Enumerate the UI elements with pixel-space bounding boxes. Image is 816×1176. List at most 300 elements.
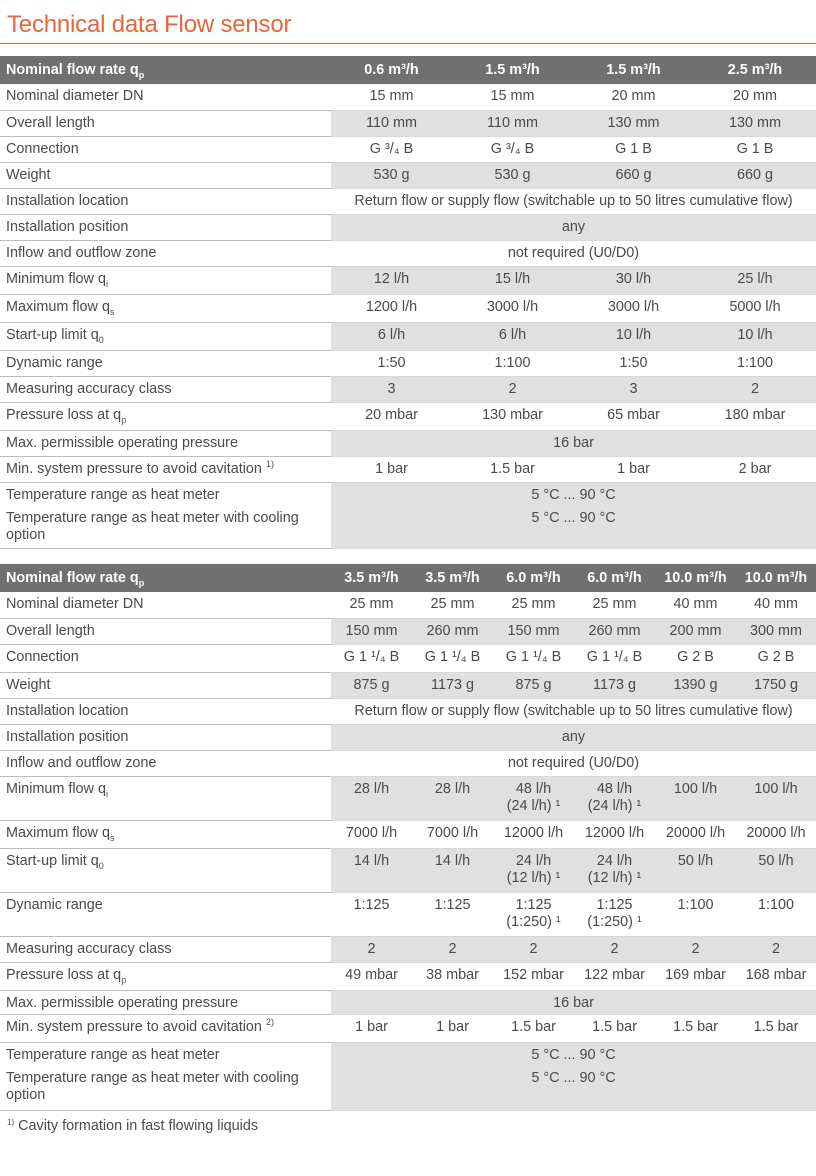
- value-cell: [655, 848, 736, 892]
- header-column: 1.5 m³/h: [573, 56, 694, 84]
- spec-row-weight: [0, 672, 816, 698]
- value-text: 65 mbar: [607, 406, 660, 423]
- value-cell: [452, 456, 573, 482]
- value-cell: [574, 936, 655, 962]
- header-label-sub: p: [138, 69, 145, 80]
- row-label-text: Connection: [6, 140, 79, 157]
- value-extra: (24 l/h) ¹: [506, 797, 561, 814]
- value-text: 15 l/h: [494, 270, 531, 287]
- value-cell: [736, 962, 816, 990]
- value-text: G 1 ¹/₄ B: [505, 648, 562, 665]
- value-text: 1 bar: [617, 460, 650, 477]
- value-cell: [573, 402, 694, 430]
- value-text: 110 mm: [366, 114, 417, 131]
- value-cell: [736, 848, 816, 892]
- value-text: 1 bar: [355, 1018, 388, 1035]
- value-text: 12000 l/h: [584, 824, 645, 841]
- value-cell: [331, 962, 412, 990]
- value-cell: [694, 136, 816, 162]
- spec-row-pressure-loss: [0, 962, 816, 990]
- spec-row-nominal-diameter: [0, 592, 816, 618]
- value-cell: [736, 820, 816, 848]
- value-cell: [655, 820, 736, 848]
- value-cell: [736, 936, 816, 962]
- value-cell: [574, 1014, 655, 1042]
- flow-sensor-table-2: [0, 564, 816, 1111]
- value-cell-spanning: 5 °C ... 90 °C: [331, 482, 816, 506]
- value-cell: [573, 294, 694, 322]
- spec-row-connection: [0, 136, 816, 162]
- value-cell: [694, 162, 816, 188]
- value-text: 130 mm: [607, 114, 660, 131]
- value-text: 1.5 bar: [673, 1018, 718, 1035]
- row-label: [0, 84, 331, 110]
- header-label-text: Nominal flow rate q: [6, 569, 139, 586]
- value-cell: [331, 350, 452, 376]
- value-text: 2: [610, 940, 619, 957]
- row-label-text: Pressure loss at q: [6, 966, 122, 983]
- value-cell-spanning: 16 bar: [331, 990, 816, 1014]
- value-text: G 2 B: [757, 648, 795, 665]
- value-cell: [412, 892, 493, 936]
- value-cell: [331, 936, 412, 962]
- row-label: [0, 724, 331, 750]
- value-text: 100 l/h: [754, 780, 798, 797]
- value-cell: [573, 350, 694, 376]
- value-text: 25 l/h: [737, 270, 773, 287]
- row-label-note: 2): [265, 1016, 274, 1027]
- value-text: 530 g: [494, 166, 531, 183]
- row-label-text: Measuring accuracy class: [6, 380, 172, 397]
- row-label-text: Inflow and outflow zone: [6, 754, 157, 771]
- row-label: [0, 294, 331, 322]
- row-label: [0, 1014, 331, 1042]
- footnote: [7, 1118, 258, 1134]
- value-text: 169 mbar: [665, 966, 726, 983]
- row-label-text: Nominal diameter DN: [6, 596, 144, 612]
- value-cell: [694, 402, 816, 430]
- value-cell: [694, 84, 816, 110]
- value-text: 25 mm: [511, 596, 556, 612]
- value-cell: [452, 376, 573, 402]
- value-cell: [655, 776, 736, 820]
- spec-row-temp-cooling: [0, 506, 816, 548]
- spec-row-temp-heat: [0, 482, 816, 506]
- value-text: 1:125: [515, 896, 552, 913]
- value-text: 200 mm: [669, 622, 722, 639]
- header-label: [0, 564, 331, 592]
- value-text: 50 l/h: [758, 852, 794, 869]
- value-cell: [574, 962, 655, 990]
- spec-row-installation-position: [0, 724, 816, 750]
- value-text: 1:50: [377, 354, 406, 371]
- row-label-text: Min. system pressure to avoid cavitation: [6, 460, 262, 477]
- value-text: 300 mm: [750, 622, 802, 639]
- value-text: 875 g: [353, 676, 390, 693]
- row-label: [0, 990, 331, 1014]
- value-cell-spanning: Return flow or supply flow (switchable up to 50 litres cumulative flow): [331, 188, 816, 214]
- row-label: [0, 162, 331, 188]
- value-text: 1390 g: [673, 676, 718, 693]
- value-text: 1.5 bar: [592, 1018, 637, 1035]
- value-text: 260 mm: [426, 622, 479, 639]
- row-label-sub: i: [105, 788, 108, 799]
- value-cell-spanning: 5 °C ... 90 °C: [331, 506, 816, 548]
- row-label-sub: p: [121, 414, 127, 425]
- value-text: 10 l/h: [737, 326, 773, 343]
- value-extra: (24 l/h) ¹: [587, 797, 642, 814]
- value-cell: [655, 1014, 736, 1042]
- value-cell: [736, 892, 816, 936]
- row-label-sub: i: [105, 278, 108, 289]
- value-text: 1:100: [677, 896, 714, 913]
- value-text: 1.5 bar: [511, 1018, 556, 1035]
- row-label-sub: s: [109, 832, 115, 843]
- value-text: 2 bar: [738, 460, 772, 477]
- value-cell: [694, 376, 816, 402]
- value-cell: [573, 84, 694, 110]
- row-label: [0, 1042, 331, 1066]
- value-cell: [331, 644, 412, 672]
- row-label: [0, 136, 331, 162]
- value-text: 530 g: [373, 166, 410, 183]
- value-text: G 1 ¹/₄ B: [424, 648, 481, 665]
- value-text: 100 l/h: [673, 780, 718, 797]
- value-cell: [412, 644, 493, 672]
- value-cell: [412, 672, 493, 698]
- value-text: 1.5 bar: [490, 460, 535, 477]
- value-cell: [694, 350, 816, 376]
- value-text: 110 mm: [487, 114, 538, 131]
- spec-row-max-pressure: [0, 990, 816, 1014]
- value-cell: [736, 776, 816, 820]
- value-cell: [452, 162, 573, 188]
- row-label-sub: 0: [98, 860, 104, 871]
- spec-row-min-flow: [0, 266, 816, 294]
- value-cell: [331, 376, 452, 402]
- value-cell: [331, 1014, 412, 1042]
- spec-row-inflow-outflow: [0, 750, 816, 776]
- row-label: [0, 350, 331, 376]
- value-cell: [694, 266, 816, 294]
- value-cell: [574, 820, 655, 848]
- spec-row-min-system-pressure: [0, 1014, 816, 1042]
- row-label: [0, 482, 331, 506]
- row-label-text: Start-up limit q: [6, 852, 99, 869]
- spec-row-max-pressure: [0, 430, 816, 456]
- value-cell: [694, 294, 816, 322]
- value-cell: [574, 848, 655, 892]
- value-cell: [452, 84, 573, 110]
- value-cell: [452, 350, 573, 376]
- value-cell-spanning: 5 °C ... 90 °C: [331, 1066, 816, 1110]
- value-cell: [493, 672, 574, 698]
- row-label: [0, 1066, 331, 1110]
- value-cell: [736, 618, 816, 644]
- footnote-mark: 1): [7, 1118, 15, 1127]
- spec-row-inflow-outflow: [0, 240, 816, 266]
- value-cell: [412, 776, 493, 820]
- row-label: [0, 214, 331, 240]
- value-text: 1:100: [736, 354, 773, 371]
- row-label-text: Minimum flow q: [6, 780, 106, 797]
- value-cell: [655, 962, 736, 990]
- value-cell: [574, 672, 655, 698]
- row-label: [0, 188, 331, 214]
- header-label: [0, 56, 331, 84]
- value-cell: [574, 592, 655, 618]
- value-text: 20000 l/h: [746, 824, 806, 841]
- value-text: 20 mm: [733, 88, 777, 104]
- value-text: 25 mm: [430, 596, 475, 612]
- spec-row-connection: [0, 644, 816, 672]
- value-text: 122 mbar: [584, 966, 645, 983]
- value-cell: [655, 592, 736, 618]
- value-text: 10 l/h: [615, 326, 652, 343]
- value-cell: [452, 294, 573, 322]
- value-text: 12000 l/h: [503, 824, 564, 841]
- value-text: 1:125: [434, 896, 471, 913]
- row-label-text: Maximum flow q: [6, 298, 110, 315]
- value-cell: [655, 644, 736, 672]
- row-label-text: Temperature range as heat meter: [6, 1046, 220, 1063]
- row-label-text: Dynamic range: [6, 896, 103, 913]
- value-cell: [573, 456, 694, 482]
- value-cell: [452, 110, 573, 136]
- value-cell: [573, 266, 694, 294]
- value-cell: [573, 376, 694, 402]
- value-text: 5000 l/h: [729, 298, 781, 315]
- value-cell-spanning: 5 °C ... 90 °C: [331, 1042, 816, 1066]
- value-cell: [331, 266, 452, 294]
- value-text: 660 g: [736, 166, 773, 183]
- row-label: [0, 430, 331, 456]
- value-text: 1173 g: [431, 676, 474, 693]
- row-label: [0, 266, 331, 294]
- value-text: 20 mm: [611, 88, 656, 104]
- value-text: 15 mm: [490, 88, 535, 104]
- spec-row-overall-length: [0, 110, 816, 136]
- value-cell: [331, 84, 452, 110]
- row-label-text: Installation position: [6, 728, 129, 745]
- row-label-text: Measuring accuracy class: [6, 940, 172, 957]
- value-text: 25 mm: [592, 596, 637, 612]
- value-cell: [452, 322, 573, 350]
- value-cell: [412, 618, 493, 644]
- value-cell: [331, 110, 452, 136]
- row-label-text: Max. permissible operating pressure: [6, 994, 238, 1011]
- value-text: 1 bar: [436, 1018, 469, 1035]
- row-label-note: 1): [265, 458, 274, 469]
- row-label: [0, 820, 331, 848]
- spec-row-pressure-loss: [0, 402, 816, 430]
- header-label-sub: p: [138, 577, 145, 588]
- spec-row-startup-limit: [0, 322, 816, 350]
- value-cell: [331, 848, 412, 892]
- value-text: G 1 ¹/₄ B: [343, 648, 400, 665]
- value-cell-spanning: not required (U0/D0): [331, 240, 816, 266]
- row-label: [0, 240, 331, 266]
- header-label-text: Nominal flow rate q: [6, 61, 139, 78]
- row-label-text: Connection: [6, 648, 79, 665]
- row-label-text: Maximum flow q: [6, 824, 110, 841]
- row-label-text: Weight: [6, 166, 51, 183]
- value-cell: [331, 820, 412, 848]
- value-text: 28 l/h: [434, 780, 471, 797]
- value-text: 1 bar: [375, 460, 408, 477]
- value-text: G 1 ¹/₄ B: [586, 648, 643, 665]
- header-row: [0, 56, 816, 84]
- value-cell: [452, 402, 573, 430]
- spec-row-nominal-diameter: [0, 84, 816, 110]
- value-extra: (1:250) ¹: [506, 913, 561, 930]
- header-row: [0, 564, 816, 592]
- row-label: [0, 618, 331, 644]
- value-cell: [694, 456, 816, 482]
- value-cell: [694, 110, 816, 136]
- header-column: 1.5 m³/h: [452, 56, 573, 84]
- value-text: 180 mbar: [724, 406, 786, 423]
- value-text: 38 mbar: [426, 966, 479, 983]
- row-label-text: Dynamic range: [6, 354, 103, 371]
- row-label-text: Weight: [6, 676, 51, 693]
- row-label-text: Start-up limit q: [6, 326, 99, 343]
- value-text: 1.5 bar: [753, 1018, 799, 1035]
- spec-row-accuracy-class: [0, 376, 816, 402]
- row-label: [0, 322, 331, 350]
- value-cell: [655, 672, 736, 698]
- value-text: 6 l/h: [377, 326, 406, 343]
- value-text: 260 mm: [588, 622, 641, 639]
- value-cell: [412, 820, 493, 848]
- value-cell-spanning: not required (U0/D0): [331, 750, 816, 776]
- row-label: [0, 750, 331, 776]
- value-text: 7000 l/h: [345, 824, 398, 841]
- value-extra: (1:250) ¹: [587, 913, 642, 930]
- value-cell: [331, 402, 452, 430]
- value-text: 1:125: [353, 896, 390, 913]
- value-cell: [655, 936, 736, 962]
- value-cell: [412, 936, 493, 962]
- value-text: 130 mbar: [482, 406, 543, 423]
- spec-row-dynamic-range: [0, 892, 816, 936]
- row-label: [0, 644, 331, 672]
- value-text: 49 mbar: [345, 966, 398, 983]
- value-text: 2: [448, 940, 457, 957]
- value-extra: (12 l/h) ¹: [587, 869, 642, 886]
- spec-row-weight: [0, 162, 816, 188]
- value-cell: [331, 162, 452, 188]
- value-text: 2: [508, 380, 517, 397]
- value-text: 2: [367, 940, 376, 957]
- value-text: G ³/₄ B: [369, 140, 414, 157]
- value-text: 1200 l/h: [365, 298, 418, 315]
- row-label-text: Min. system pressure to avoid cavitation: [6, 1018, 262, 1035]
- value-cell: [412, 848, 493, 892]
- value-text: 48 l/h: [515, 780, 552, 797]
- value-cell: [574, 644, 655, 672]
- value-cell: [573, 322, 694, 350]
- row-label-text: Pressure loss at q: [6, 406, 122, 423]
- value-text: 2: [529, 940, 538, 957]
- spec-row-max-flow: [0, 294, 816, 322]
- value-cell: [493, 592, 574, 618]
- value-cell: [574, 618, 655, 644]
- value-cell: [331, 136, 452, 162]
- value-text: 168 mbar: [745, 966, 807, 983]
- spec-row-startup-limit: [0, 848, 816, 892]
- value-cell: [655, 892, 736, 936]
- value-cell: [493, 618, 574, 644]
- value-cell: [574, 892, 655, 936]
- value-text: G 2 B: [677, 648, 714, 665]
- value-cell: [331, 892, 412, 936]
- value-cell: [331, 776, 412, 820]
- spec-row-accuracy-class: [0, 936, 816, 962]
- value-text: G 1 B: [736, 140, 774, 157]
- value-text: 25 mm: [349, 596, 394, 612]
- value-cell: [493, 936, 574, 962]
- row-label-text: Max. permissible operating pressure: [6, 434, 238, 451]
- value-text: 20000 l/h: [665, 824, 726, 841]
- spec-row-dynamic-range: [0, 350, 816, 376]
- value-cell: [574, 776, 655, 820]
- value-text: 15 mm: [369, 88, 414, 104]
- value-cell: [493, 1014, 574, 1042]
- spec-row-temp-heat: [0, 1042, 816, 1066]
- value-cell: [655, 618, 736, 644]
- row-label-text: Minimum flow q: [6, 270, 106, 287]
- value-text: 14 l/h: [353, 852, 390, 869]
- value-cell: [736, 672, 816, 698]
- footnote-text: Cavity formation in fast flowing liquids: [18, 1118, 259, 1134]
- value-text: 660 g: [615, 166, 652, 183]
- value-cell: [493, 962, 574, 990]
- value-cell: [736, 592, 816, 618]
- value-text: 14 l/h: [434, 852, 471, 869]
- value-text: 2: [750, 380, 759, 397]
- value-text: G 1 B: [615, 140, 652, 157]
- value-text: 150 mm: [507, 622, 560, 639]
- value-text: 50 l/h: [677, 852, 714, 869]
- header-column: 6.0 m³/h: [493, 564, 574, 592]
- header-column: 3.5 m³/h: [331, 564, 412, 592]
- value-text: 3000 l/h: [486, 298, 539, 315]
- value-text: 1:100: [757, 896, 794, 913]
- value-cell: [694, 322, 816, 350]
- value-cell: [736, 644, 816, 672]
- value-cell: [493, 820, 574, 848]
- value-text: 1:100: [494, 354, 531, 371]
- flow-sensor-table-1: [0, 56, 816, 549]
- value-text: 2: [691, 940, 700, 957]
- row-label: [0, 110, 331, 136]
- value-cell-spanning: any: [331, 214, 816, 240]
- value-cell: [452, 266, 573, 294]
- row-label-text: Nominal diameter DN: [6, 88, 144, 104]
- value-text: 12 l/h: [373, 270, 410, 287]
- spec-row-min-flow: [0, 776, 816, 820]
- value-text: 24 l/h: [596, 852, 633, 869]
- header-column: 0.6 m³/h: [331, 56, 452, 84]
- value-text: 30 l/h: [615, 270, 652, 287]
- value-text: 2: [771, 940, 780, 957]
- row-label: [0, 776, 331, 820]
- row-label-text: Temperature range as heat meter: [6, 486, 220, 503]
- value-extra: (12 l/h) ¹: [506, 869, 561, 886]
- value-cell: [331, 294, 452, 322]
- value-cell-spanning: 16 bar: [331, 430, 816, 456]
